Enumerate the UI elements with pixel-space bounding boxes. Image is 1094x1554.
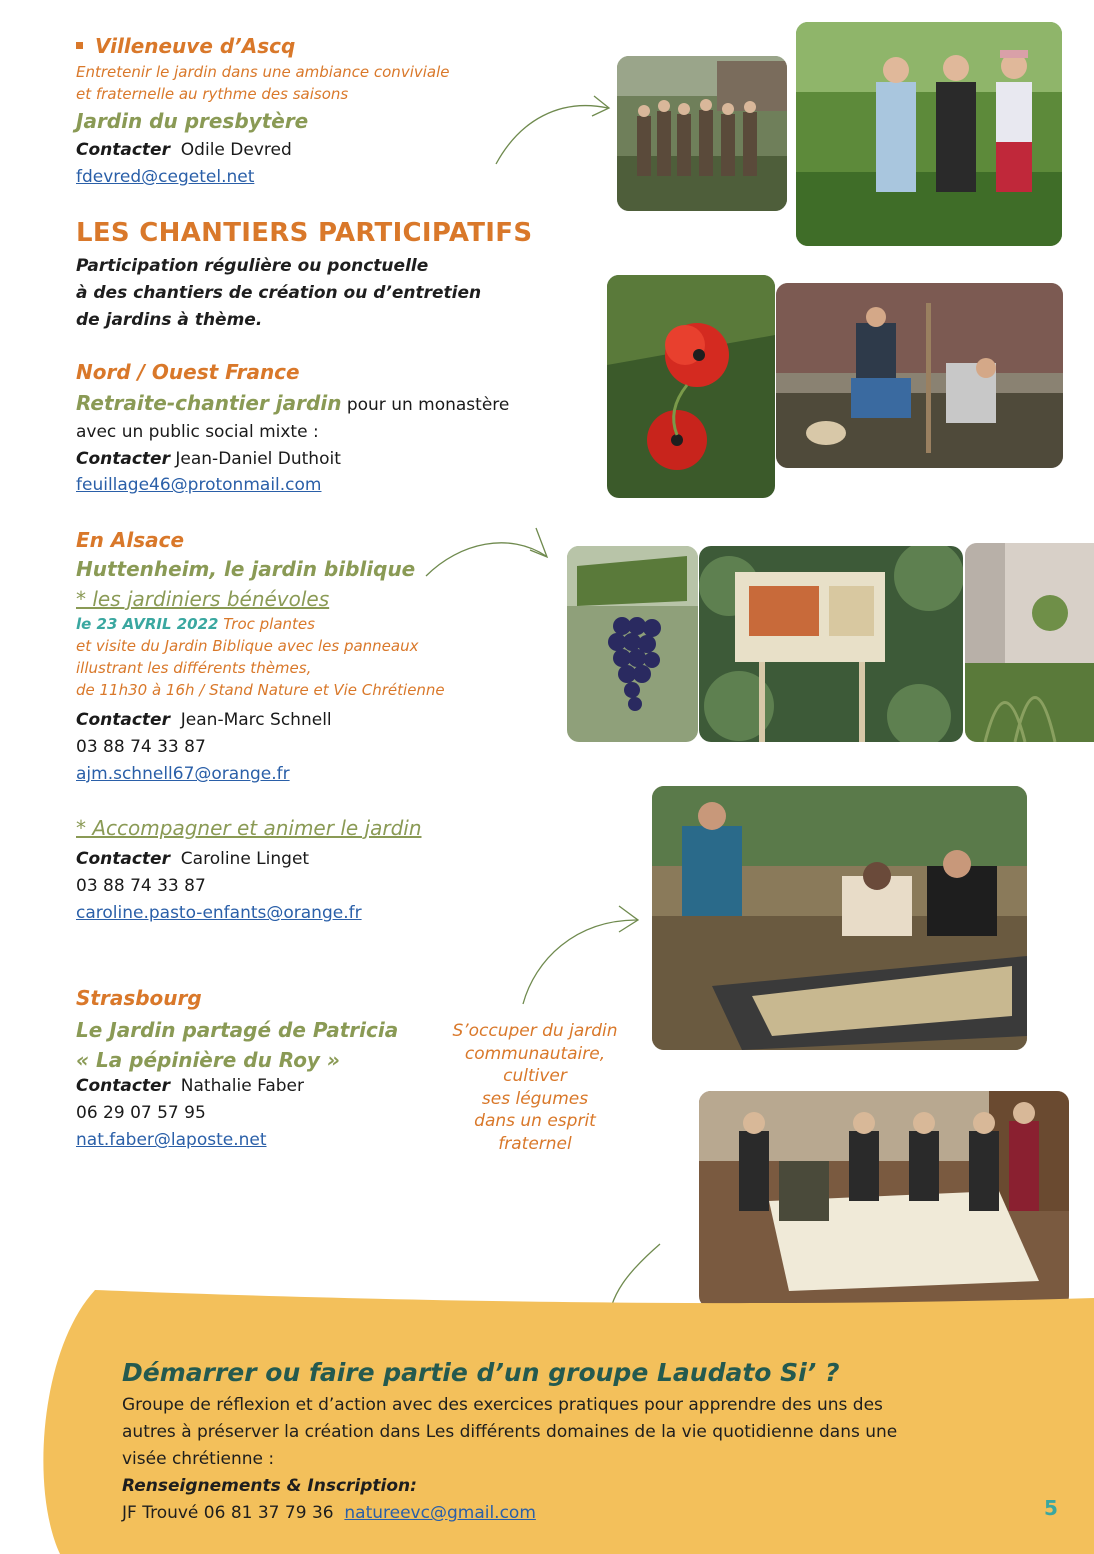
alsace-email-link[interactable]: ajm.schnell67@orange.fr bbox=[76, 764, 290, 784]
laudato-contact: JF Trouvé 06 81 37 79 36 bbox=[122, 1503, 334, 1523]
arrow-decoration-icon bbox=[490, 90, 620, 170]
alsace-title: En Alsace bbox=[76, 528, 185, 552]
photo-group-meeting bbox=[699, 1091, 1069, 1308]
alsace-contact2: Contacter Caroline Linget 03 88 74 33 87 bbox=[76, 846, 309, 900]
arrow-decoration-icon bbox=[420, 522, 555, 582]
nord-email-link[interactable]: feuillage46@protonmail.com bbox=[76, 475, 322, 495]
photo-tree-planting bbox=[776, 283, 1063, 468]
alsace-phone: 03 88 74 33 87 bbox=[76, 737, 206, 757]
photo-grapes bbox=[567, 546, 698, 742]
strasbourg-phone: 06 29 07 57 95 bbox=[76, 1103, 206, 1123]
photo-community-garden bbox=[652, 786, 1027, 1050]
nord-desc: Retraite-chantier jardin pour un monastère avec un public social mixte : Contacter Jean-Daniel Duthoit bbox=[76, 391, 510, 469]
alsace-contact: Contacter Jean-Marc Schnell 03 88 74 33 87 bbox=[76, 707, 332, 761]
laudato-email-link[interactable]: natureevc@gmail.com bbox=[344, 1503, 536, 1523]
laudato-body: Groupe de réflexion et d’action avec des exercices pratiques pour apprendre des uns des autres à préserver la création dans Les différents domaines de la vie quotidienne dans une visée chrétienne : Renseignements & Inscription: JF Trouvé 06 81 37 79 36 natureevc@gmail.com bbox=[122, 1395, 898, 1523]
alsace-date: le 23 AVRIL 2022 bbox=[76, 615, 219, 633]
photo-house-garden bbox=[965, 543, 1094, 742]
photo-youth-group bbox=[617, 56, 787, 211]
strasbourg-email-link[interactable]: nat.faber@laposte.net bbox=[76, 1130, 267, 1150]
strasbourg-contact: Contacter Nathalie Faber 06 29 07 57 95 bbox=[76, 1073, 304, 1127]
alsace-event: le 23 AVRIL 2022 Troc plantes et visite du Jardin Biblique avec les panneaux illustrant les différents thèmes, de 11h30 à 16h / Stand Nature et Vie Chrétienne bbox=[76, 615, 445, 699]
villeneuve-title: Villeneuve d’Ascq bbox=[76, 34, 295, 58]
villeneuve-email-link[interactable]: fdevred@cegetel.net bbox=[76, 167, 255, 187]
strasbourg-title: Strasbourg bbox=[76, 986, 202, 1010]
villeneuve-contact: Contacter Odile Devred bbox=[76, 140, 292, 160]
photo-three-women bbox=[796, 22, 1062, 246]
strasbourg-place: Le Jardin partagé de Patricia « La pépinière du Roy » bbox=[76, 1018, 399, 1072]
arrow-decoration-icon bbox=[515, 900, 645, 1010]
laudato-info-label: Renseignements & Inscription: bbox=[122, 1476, 417, 1496]
photo-poppy bbox=[607, 275, 775, 498]
nord-title: Nord / Ouest France bbox=[76, 360, 300, 384]
nord-place: Retraite-chantier jardin bbox=[76, 391, 342, 415]
bullet-square-icon bbox=[76, 42, 83, 49]
alsace-email2-link[interactable]: caroline.pasto-enfants@orange.fr bbox=[76, 903, 362, 923]
alsace-benevoles-link[interactable]: * les jardiniers bénévoles bbox=[76, 587, 330, 611]
page-number: 5 bbox=[1044, 1496, 1058, 1520]
villeneuve-place: Jardin du presbytère bbox=[76, 109, 309, 133]
alsace-place: Huttenheim, le jardin biblique bbox=[76, 557, 416, 581]
laudato-heading: Démarrer ou faire partie d’un groupe Laudato Si’ ? bbox=[122, 1358, 840, 1387]
chantiers-heading: LES CHANTIERS PARTICIPATIFS bbox=[76, 218, 533, 248]
photo-garden-sign bbox=[699, 546, 963, 742]
villeneuve-desc: Entretenir le jardin dans une ambiance conviviale et fraternelle au rythme des saisons bbox=[76, 63, 450, 103]
alsace-phone2: 03 88 74 33 87 bbox=[76, 876, 206, 896]
garden-caption: S’occuper du jardin communautaire, cultiver ses légumes dans un esprit fraternel bbox=[452, 1021, 618, 1154]
chantiers-intro: Participation régulière ou ponctuelle à des chantiers de création ou d’entretien de jardins à thème. bbox=[76, 256, 482, 330]
alsace-accompagner-link[interactable]: * Accompagner et animer le jardin bbox=[76, 816, 422, 840]
